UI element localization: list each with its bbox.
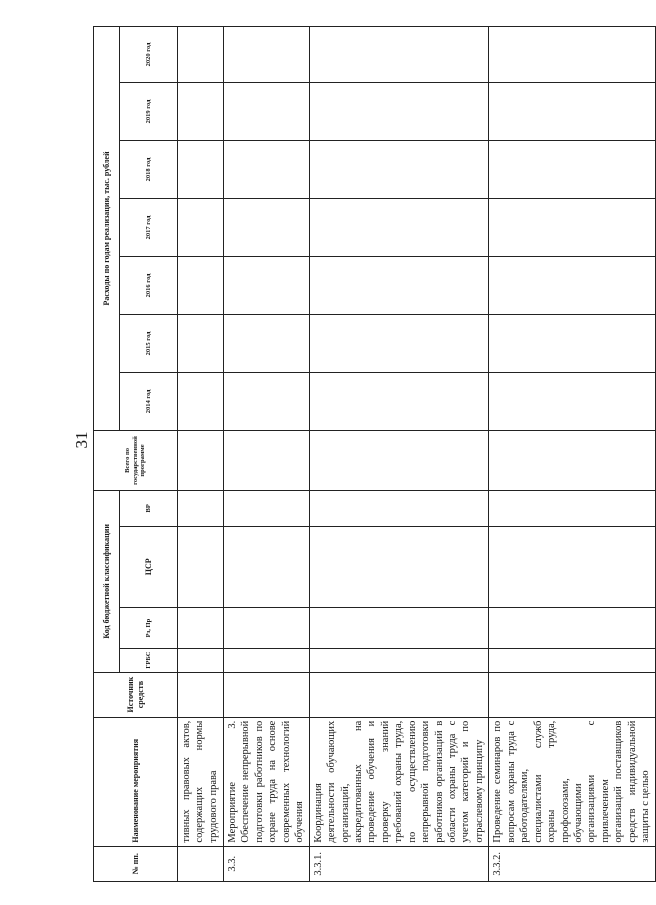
header-budget-code: Код бюджетной классификации <box>94 491 120 673</box>
header-year-2019: 2019 год <box>120 83 178 141</box>
header-grbs: ГРБС <box>120 648 178 672</box>
header-expenses: Расходы по годам реализации, тыс. рублей <box>94 27 120 431</box>
header-year-2014: 2014 год <box>120 372 178 430</box>
header-year-2020: 2020 год <box>120 27 178 83</box>
header-vr: ВР <box>120 491 178 526</box>
row-num: 3.3.2. <box>489 846 655 881</box>
table-row <box>178 27 224 882</box>
header-rzpr: Рз, Пр <box>120 608 178 649</box>
table-row <box>489 27 655 882</box>
budget-table <box>93 26 656 882</box>
header-year-2017: 2017 год <box>120 198 178 256</box>
page-number: 31 <box>72 431 91 449</box>
row-name: Мероприятие 3. Обеспечение непрерывной подготовки работников по охране труда на основе современных технологий обучения <box>224 717 310 846</box>
header-year-2015: 2015 год <box>120 314 178 372</box>
header-year-2016: 2016 год <box>120 256 178 314</box>
header-source: Источник средств <box>94 672 178 717</box>
table-row <box>224 27 310 882</box>
row-name: Проведение семинаров по вопросам охраны труда с работодателями, специалистами служб охраны труда, профсоюзами, обучающими организациями с привлечением организаций поставщиков средств индивидуальной защиты с целью <box>489 717 655 846</box>
header-csr: ЦСР <box>120 526 178 608</box>
row-num: 3.3.1. <box>309 846 489 881</box>
table-row <box>309 27 489 882</box>
row-num: 3.3. <box>224 846 310 881</box>
header-name: Наименование мероприятия <box>94 717 178 846</box>
header-total: Всего по государственной программе <box>94 430 178 490</box>
row-num <box>178 846 224 881</box>
budget-table-sheet <box>93 26 652 882</box>
header-row-top <box>94 27 120 882</box>
header-year-2018: 2018 год <box>120 140 178 198</box>
row-name: тивных правовых актов, содержащих нормы трудового права <box>178 717 224 846</box>
row-name: Координация деятельности обучающих организаций, аккредитованных на проведение обучения и проверку знаний требований охраны труда, по осуществлению непрерывной подготовки работников организаций в области охраны труда с учетом категорий и по отраслевому принципу <box>309 717 489 846</box>
header-num: № пп. <box>94 846 178 881</box>
